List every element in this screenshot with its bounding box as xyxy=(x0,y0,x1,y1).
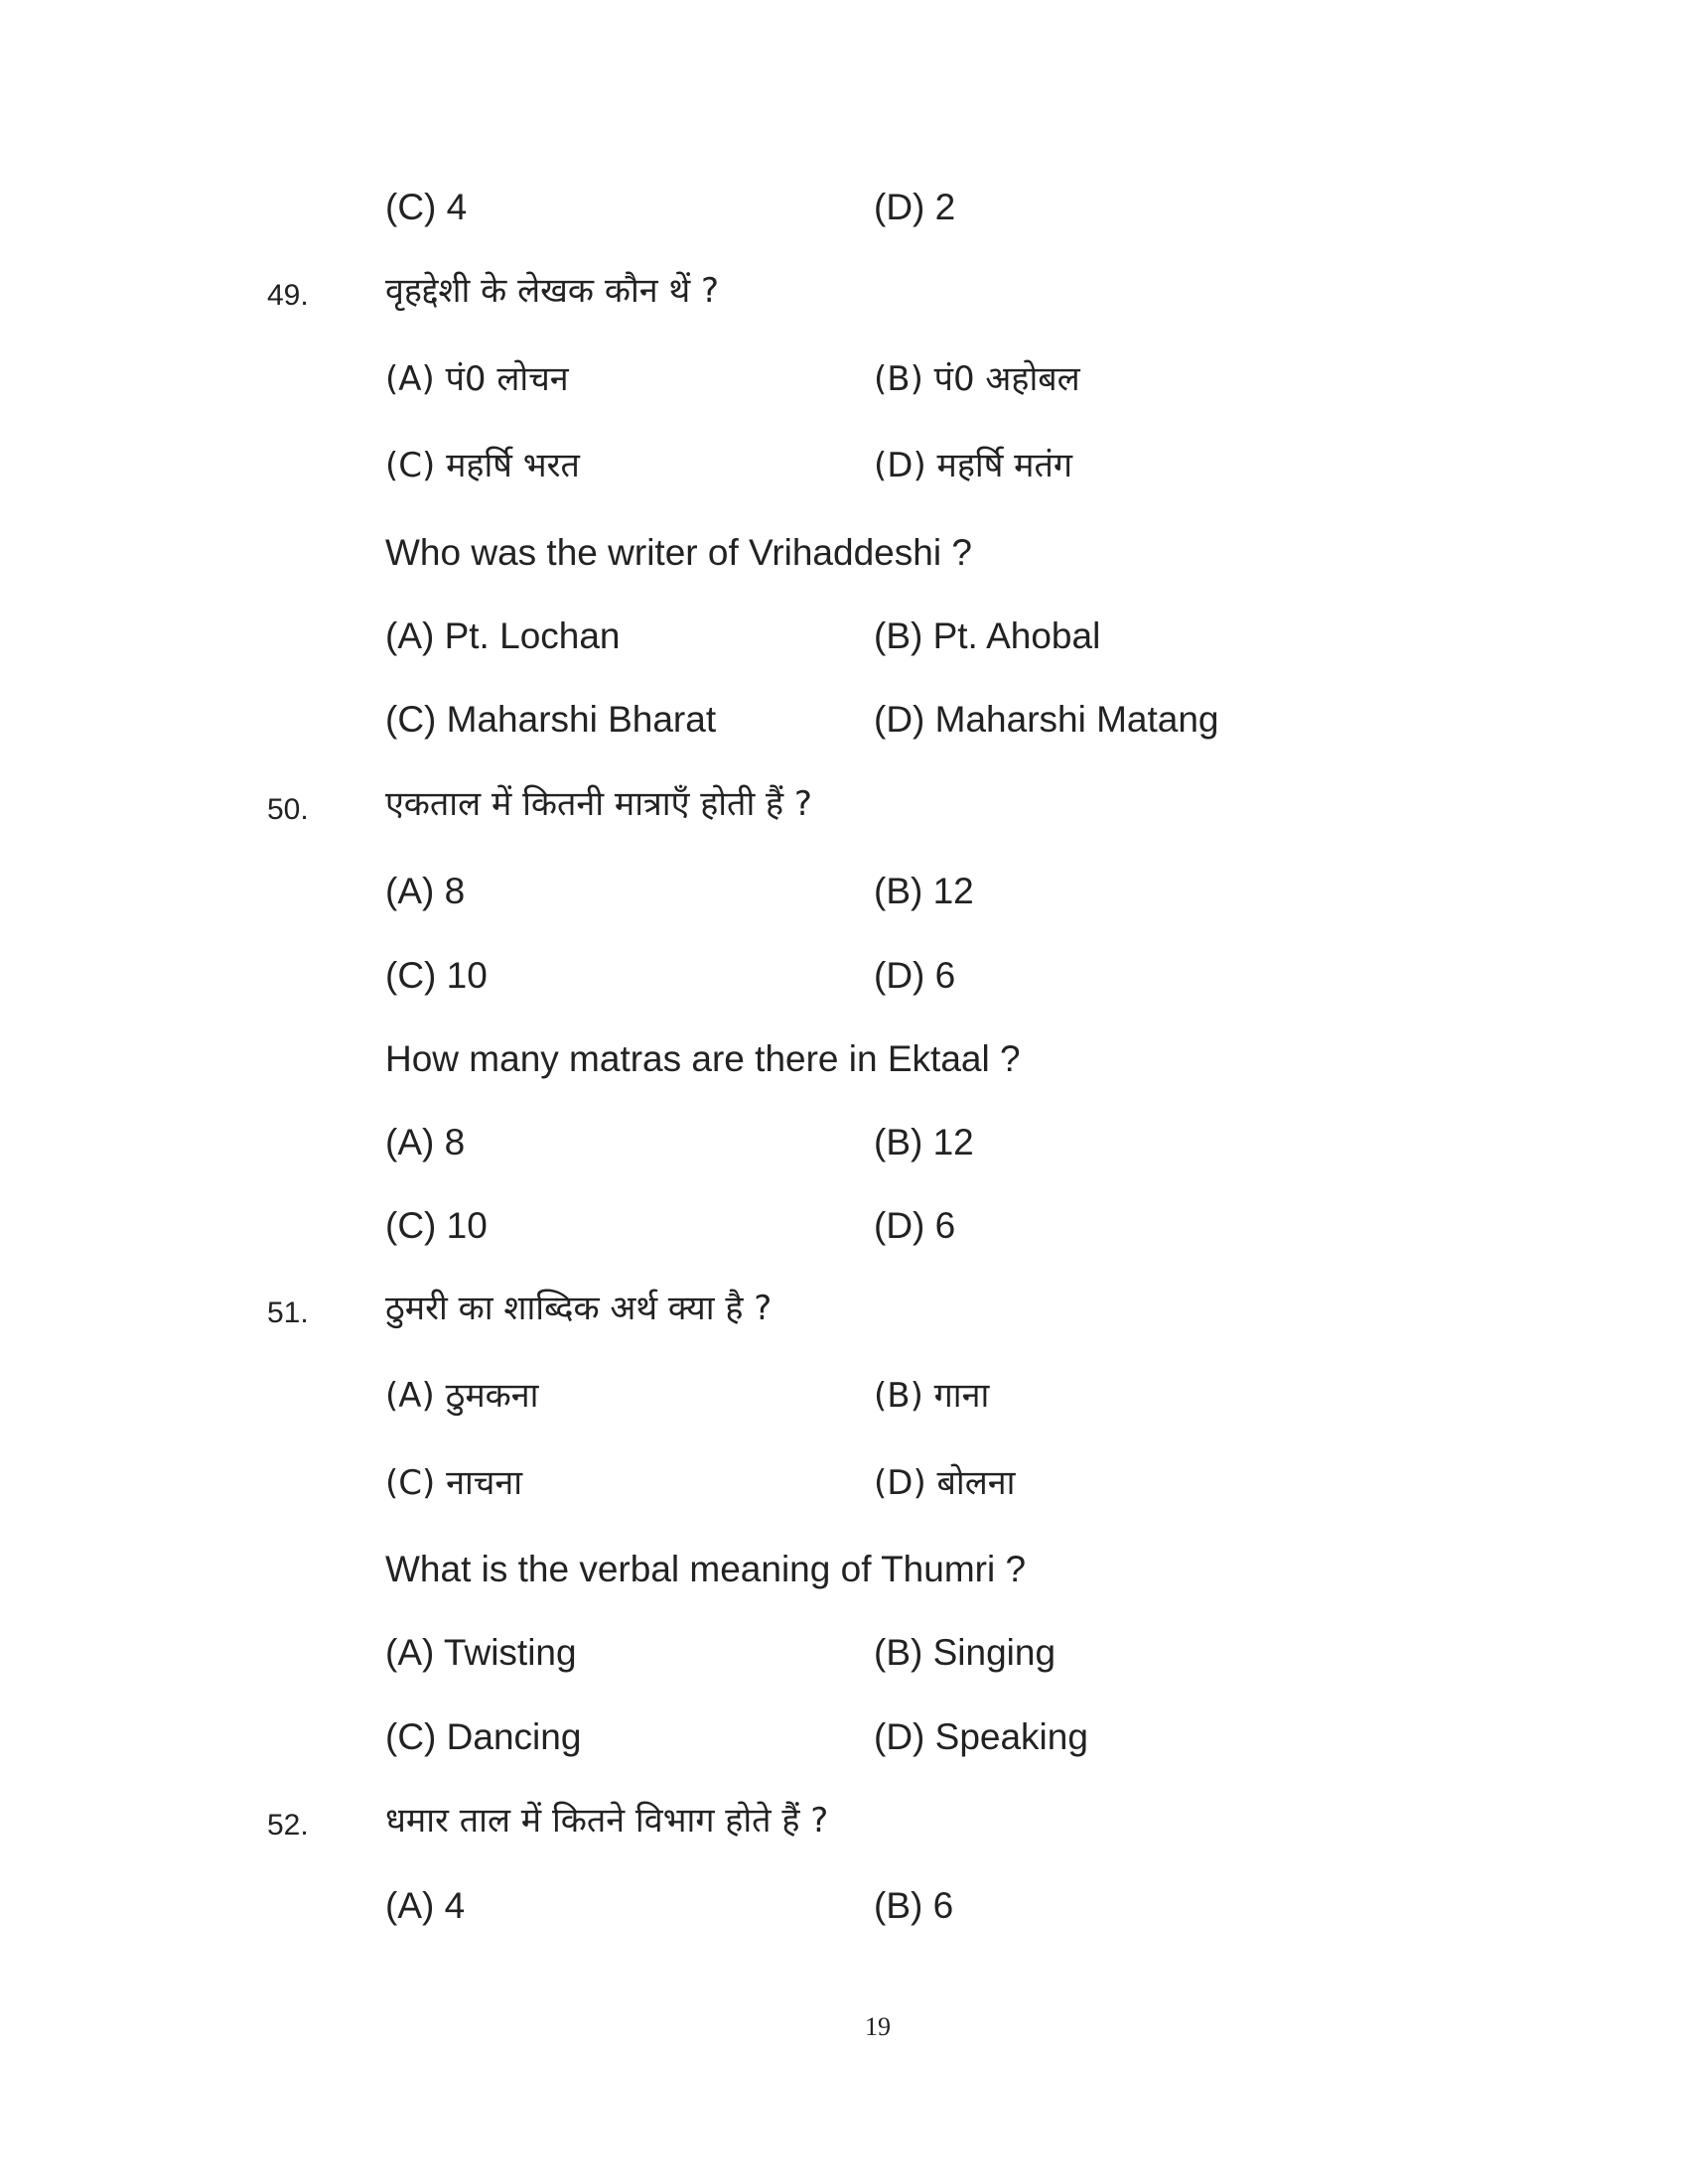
option-d-hindi: (D) 6 xyxy=(874,955,956,996)
option-c: (C) Maharshi Bharat xyxy=(385,699,717,740)
option-b-hindi: (B) 12 xyxy=(874,871,974,911)
question-number: 51. xyxy=(267,1297,309,1329)
option-b: (B) 12 xyxy=(874,1122,974,1162)
option-c-hindi: (C) महर्षि भरत xyxy=(385,446,580,485)
option-c: (C) 4 xyxy=(385,187,468,227)
option-c: (C) Dancing xyxy=(385,1716,582,1757)
option-c-hindi: (C) 10 xyxy=(385,955,488,996)
option-b: (B) Singing xyxy=(874,1632,1056,1673)
option-a-hindi: (A) पं0 लोचन xyxy=(385,359,569,399)
option-b-hindi: (B) गाना xyxy=(874,1376,990,1416)
option-d-hindi: (D) बोलना xyxy=(874,1463,1016,1503)
option-a: (A) 8 xyxy=(385,1122,466,1162)
question-text-english: Who was the writer of Vrihaddeshi ? xyxy=(385,532,972,573)
option-b-hindi: (B) पं0 अहोबल xyxy=(874,359,1080,399)
option-d: (D) 6 xyxy=(874,1205,956,1246)
option-d: (D) Maharshi Matang xyxy=(874,699,1219,740)
question-number: 50. xyxy=(267,793,309,826)
option-d: (D) 2 xyxy=(874,187,956,227)
question-number: 49. xyxy=(267,279,309,312)
option-d: (D) Speaking xyxy=(874,1716,1088,1757)
option-a-hindi: (A) 4 xyxy=(385,1885,466,1926)
option-a-hindi: (A) ठुमकना xyxy=(385,1376,539,1416)
option-c-hindi: (C) नाचना xyxy=(385,1463,523,1503)
question-text-english: What is the verbal meaning of Thumri ? xyxy=(385,1549,1027,1589)
option-a: (A) Pt. Lochan xyxy=(385,615,621,656)
option-c: (C) 10 xyxy=(385,1205,488,1246)
question-text-english: How many matras are there in Ektaal ? xyxy=(385,1038,1021,1079)
option-d-hindi: (D) महर्षि मतंग xyxy=(874,446,1073,485)
option-b: (B) Pt. Ahobal xyxy=(874,615,1101,656)
question-text-hindi: एकताल में कितनी मात्राएँ होती हैं ? xyxy=(385,784,812,824)
question-text-hindi: धमार ताल में कितने विभाग होते हैं ? xyxy=(385,1801,829,1841)
option-b-hindi: (B) 6 xyxy=(874,1885,954,1926)
question-text-hindi: वृहद्देशी के लेखक कौन थें ? xyxy=(385,271,720,311)
page-number: 19 xyxy=(865,2012,891,2041)
question-number: 52. xyxy=(267,1809,309,1842)
question-text-hindi: ठुमरी का शाब्दिक अर्थ क्या है ? xyxy=(385,1289,773,1328)
option-a-hindi: (A) 8 xyxy=(385,871,466,911)
option-a: (A) Twisting xyxy=(385,1632,577,1673)
